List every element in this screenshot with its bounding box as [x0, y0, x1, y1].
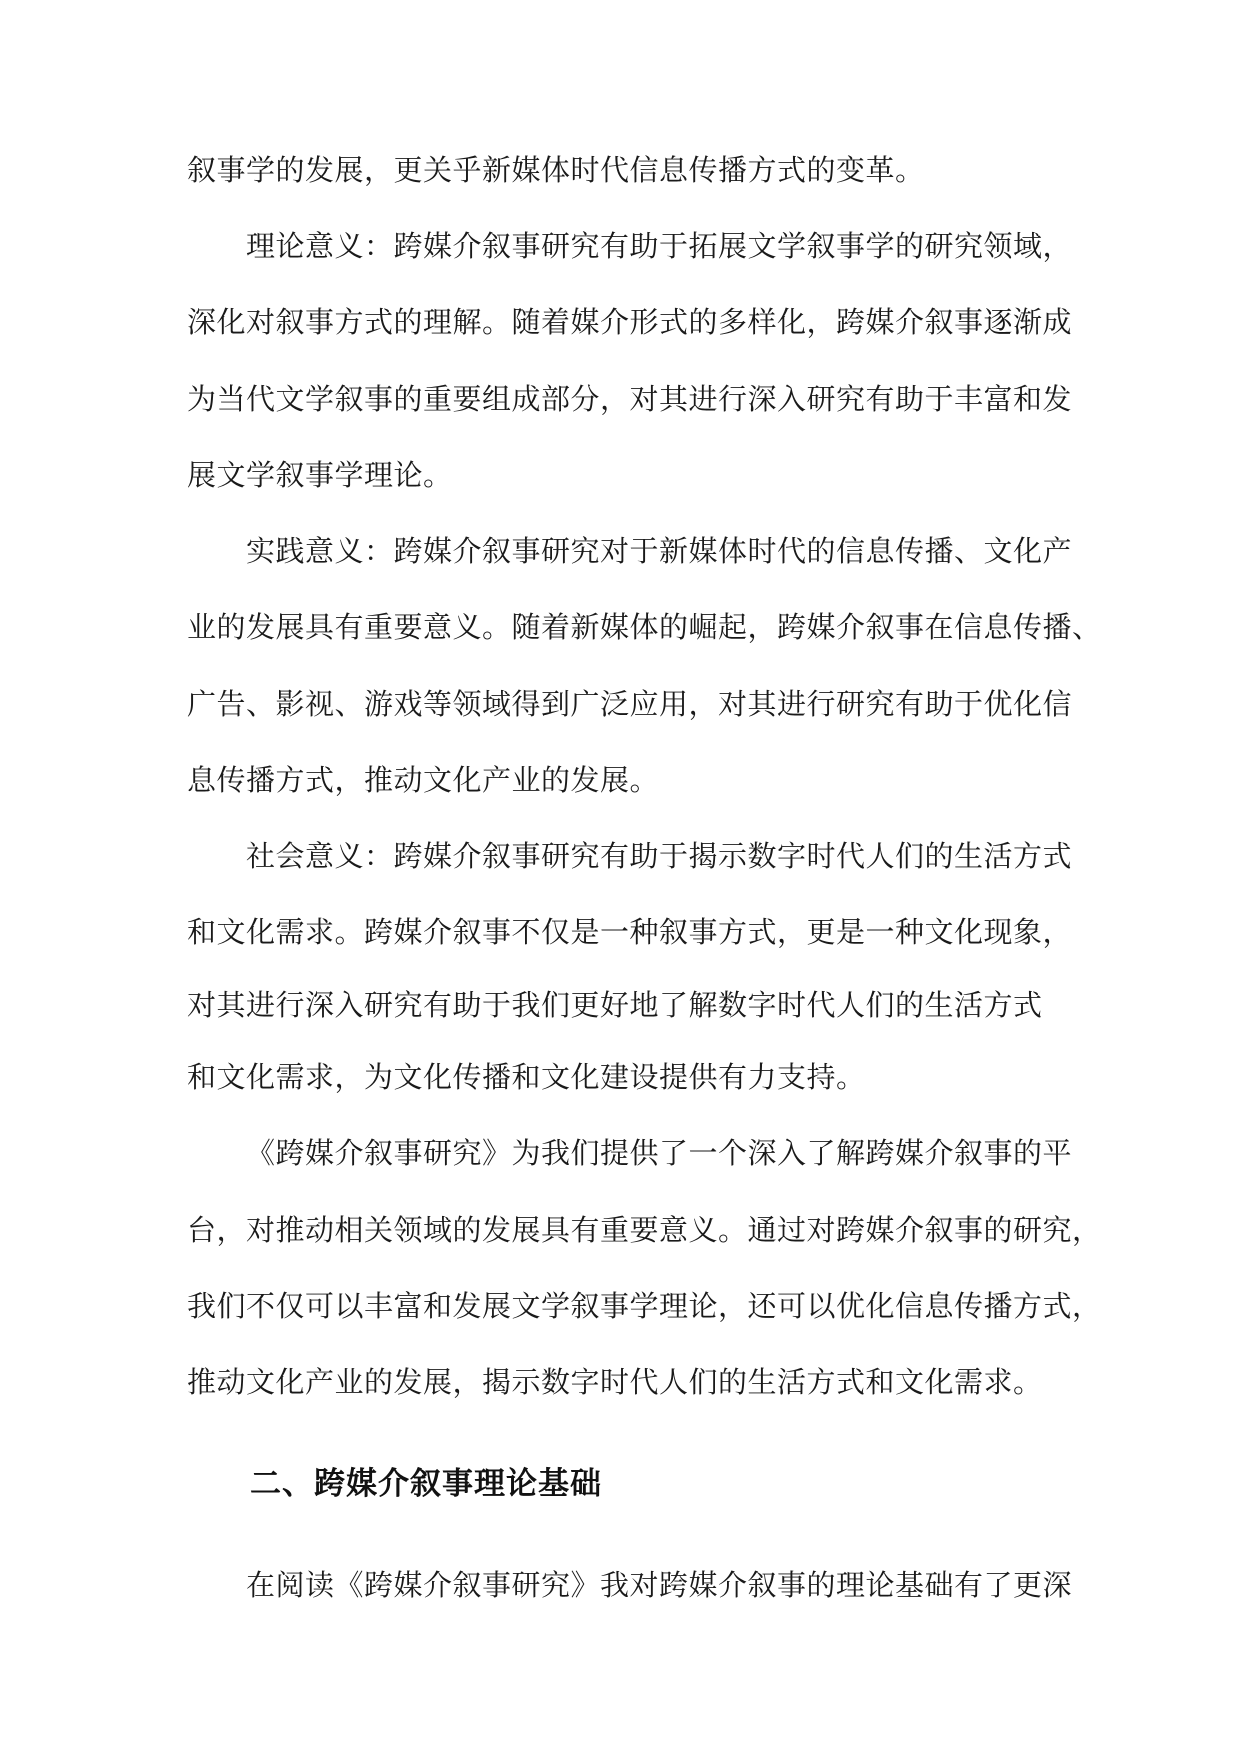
text-line: 在阅读《跨媒介叙事研究》我对跨媒介叙事的理论基础有了更深: [246, 1568, 1073, 1602]
text-line: 展文学叙事学理论。: [187, 458, 453, 492]
text-line: 《跨媒介叙事研究》为我们提供了一个深入了解跨媒介叙事的平: [246, 1136, 1073, 1170]
text-line: 深化对叙事方式的理解。随着媒介形式的多样化，跨媒介叙事逐渐成: [187, 305, 1073, 339]
text-line: 息传播方式，推动文化产业的发展。: [187, 763, 660, 797]
section-heading: 二、跨媒介叙事理论基础: [250, 1466, 602, 1502]
text-line: 对其进行深入研究有助于我们更好地了解数字时代人们的生活方式: [187, 988, 1043, 1022]
text-line: 社会意义：跨媒介叙事研究有助于揭示数字时代人们的生活方式: [246, 839, 1073, 873]
text-line: 和文化需求。跨媒介叙事不仅是一种叙事方式，更是一种文化现象，: [187, 915, 1073, 949]
text-line: 和文化需求，为文化传播和文化建设提供有力支持。: [187, 1060, 866, 1094]
text-line: 叙事学的发展，更关乎新媒体时代信息传播方式的变革。: [187, 153, 925, 187]
text-line: 理论意义：跨媒介叙事研究有助于拓展文学叙事学的研究领域，: [246, 229, 1073, 263]
text-line: 我们不仅可以丰富和发展文学叙事学理论，还可以优化信息传播方式，: [187, 1289, 1102, 1323]
text-line: 业的发展具有重要意义。随着新媒体的崛起，跨媒介叙事在信息传播、: [187, 610, 1102, 644]
text-line: 台，对推动相关领域的发展具有重要意义。通过对跨媒介叙事的研究，: [187, 1213, 1102, 1247]
text-line: 实践意义：跨媒介叙事研究对于新媒体时代的信息传播、文化产: [246, 534, 1073, 568]
text-line: 为当代文学叙事的重要组成部分，对其进行深入研究有助于丰富和发: [187, 382, 1073, 416]
text-line: 广告、影视、游戏等领域得到广泛应用，对其进行研究有助于优化信: [187, 687, 1073, 721]
text-line: 推动文化产业的发展，揭示数字时代人们的生活方式和文化需求。: [187, 1365, 1043, 1399]
